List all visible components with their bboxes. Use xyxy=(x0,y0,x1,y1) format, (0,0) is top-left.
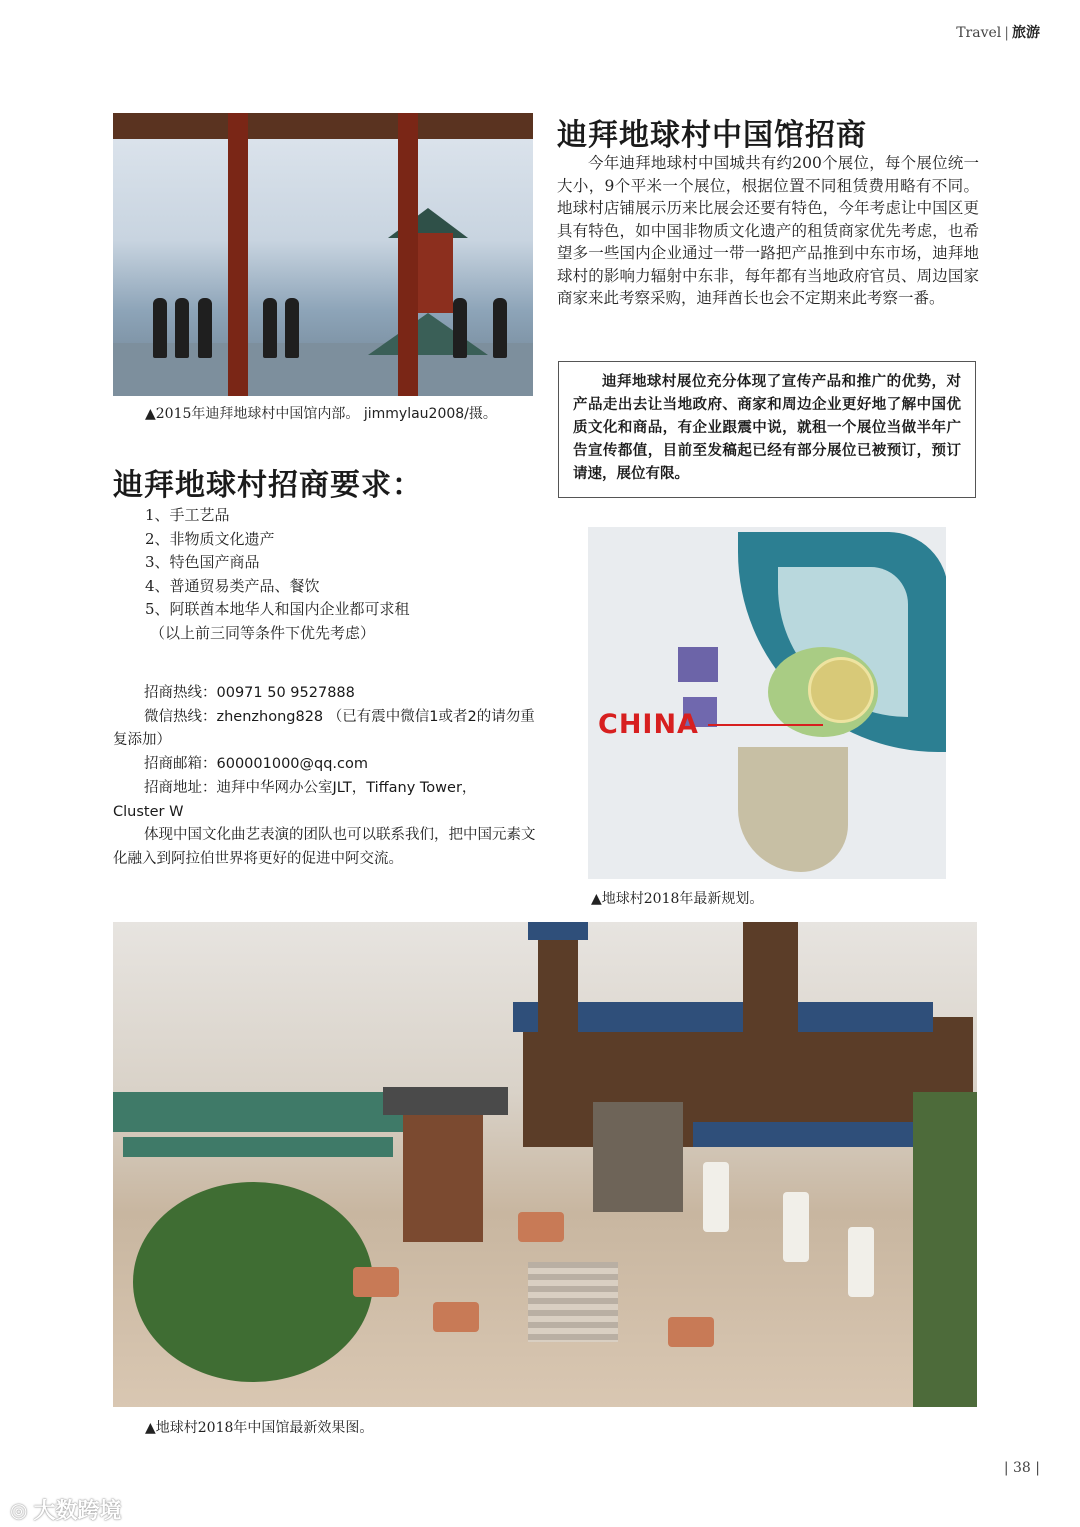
map-caption: ▲地球村2018年最新规划。 xyxy=(591,891,764,907)
china-pointer-line xyxy=(708,724,823,726)
list-item: 3、特色国产商品 xyxy=(145,553,260,571)
contact-address: 招商地址：迪拜中华网办公室JLT，Tiffany Tower， xyxy=(144,779,477,796)
contact-hotline: 招商热线：00971 50 9527888 xyxy=(144,685,355,701)
eye-logo-icon: ◎ xyxy=(10,1497,28,1522)
header-en: Travel xyxy=(956,25,1002,41)
list-item: 1、手工艺品 xyxy=(145,506,230,524)
photo3-caption: ▲地球村2018年中国馆最新效果图。 xyxy=(145,1420,374,1436)
contact-block xyxy=(113,682,538,872)
photo1-caption xyxy=(145,403,497,423)
watermark-text: 大数跨境 xyxy=(33,1499,122,1524)
global-village-map xyxy=(588,527,946,879)
page-number: | 38 | xyxy=(1003,1460,1040,1476)
article-heading: 迪拜地球村中国馆招商 xyxy=(557,118,867,153)
photo-china-pavilion-rendering-2018 xyxy=(113,922,977,1407)
header-zh: 旅游 xyxy=(1012,25,1040,41)
highlight-box: 迪拜地球村展位充分体现了宣传产品和推广的优势，对产品走出去让当地政府、商家和周边企业更好地了解中国优质文化和商品，有企业跟震中说，就租一个展位当做半年广告宣传都值，目前至发稿起已经有部分展位已被预订，预订请速，展位有限。 xyxy=(558,361,976,498)
contact-email: 招商邮箱：600001000@qq.com xyxy=(144,756,369,773)
list-item: 4、普通贸易类产品、餐饮 xyxy=(145,576,320,595)
contact-closing: 体现中国文化曲艺表演的团队也可以联系我们，把中国元素文化融入到阿拉伯世界将更好的促进中阿交流。 xyxy=(113,827,536,867)
requirements-list xyxy=(145,504,410,622)
photo1-caption-text: ▲2015年迪拜地球村中国馆内部。 xyxy=(145,406,360,422)
requirements-note: （以上前三同等条件下优先考虑） xyxy=(150,624,376,642)
intro-paragraph: 今年迪拜地球村中国城共有约200个展位，每个展位统一大小，9个平米一个展位，根据位置不同租赁费用略有不同。地球村店铺展示历来比展会还要有特色，今年考虑让中国区更具有特色，如中国非物质文化遗产的租赁商家优先考虑，也希望多一些国内企业通过一带一路把产品推到中东市场，迪拜地球村的影响力辐射中东非，每年都有当地政府官员、周边国家商家来此考察采购，迪拜酋长也会不定期来此考察一番。 xyxy=(557,154,979,307)
running-header xyxy=(956,22,1040,42)
list-item: 2、非物质文化遗产 xyxy=(145,529,275,548)
contact-wechat: 微信热线：zhenzhong828 （已有震中微信1或者2的请勿重复添加） xyxy=(113,708,535,749)
photo1-credit: jimmylau2008/摄。 xyxy=(363,406,497,422)
list-item: 5、阿联酋本地华人和国内企业都可求租 xyxy=(145,600,410,618)
header-separator: | xyxy=(1004,25,1009,41)
map-china-label: CHINA xyxy=(598,709,699,740)
photo-china-pavilion-2015 xyxy=(113,113,533,396)
requirements-heading: 迪拜地球村招商要求： xyxy=(113,468,423,503)
watermark xyxy=(10,1494,121,1525)
contact-address-cont: Cluster W xyxy=(113,803,184,820)
